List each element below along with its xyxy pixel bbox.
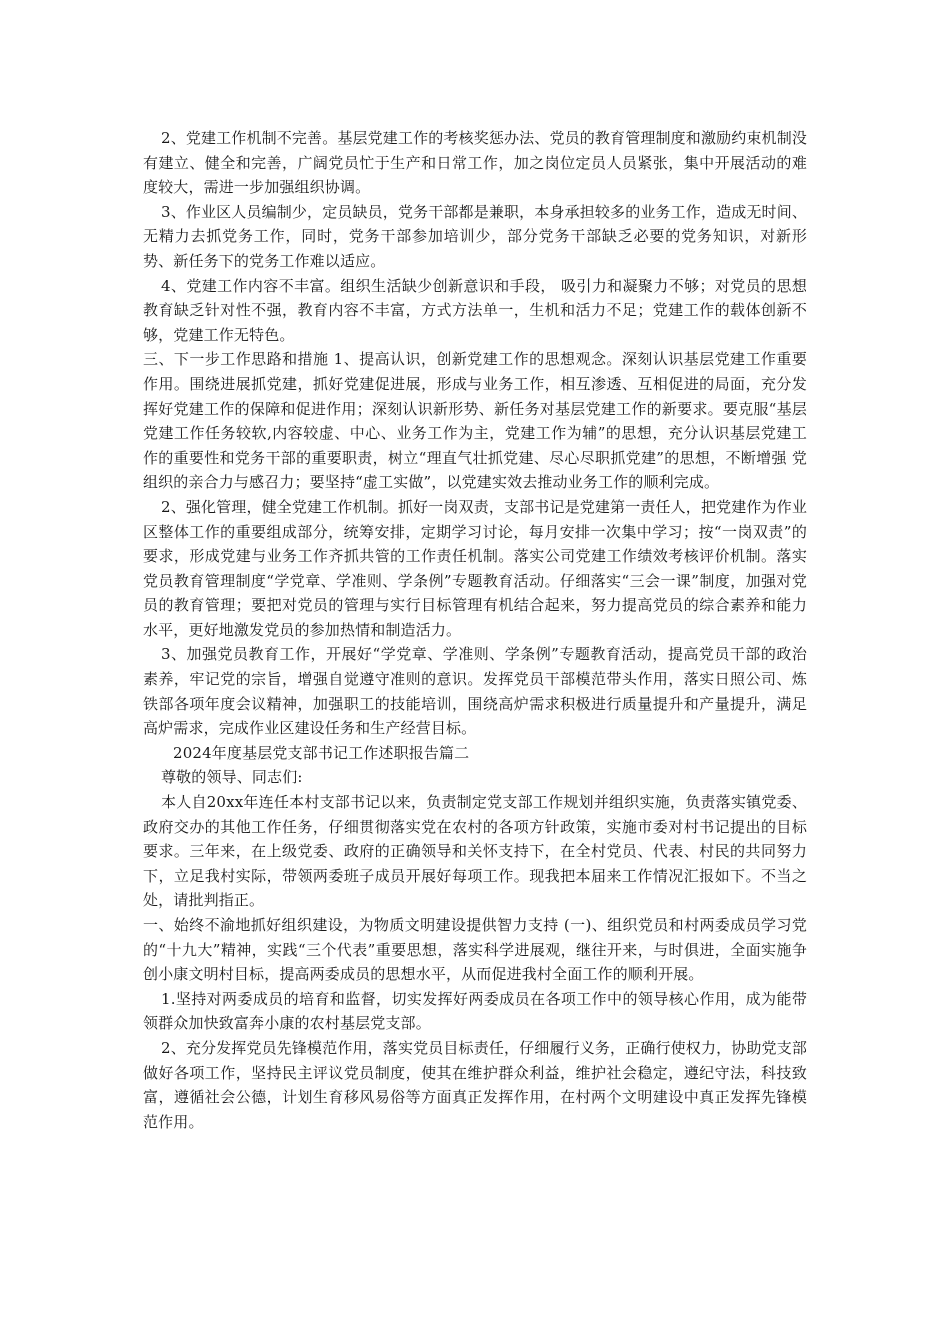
- paragraph-mechanism: 2、党建工作机制不完善。基层党建工作的考核奖惩办法、党员的教育管理制度和激励约束机制没有建立、健全和完善，广阔党员忙于生产和日常工作，加之岗位定员人员紧张，集中开展活动的难度较大，需进一步加强组织协调。: [143, 129, 807, 197]
- paragraph-staffing: 3、作业区人员编制少，定员缺员，党务干部都是兼职，本身承担较多的业务工作，造成无时间、无精力去抓党务工作，同时，党务干部参加培训少，部分党务干部缺乏必要的党务知识，对新形势、新任务下的党务工作难以适应。: [143, 202, 807, 270]
- paragraph-management: 2、强化管理，健全党建工作机制。抓好一岗双责，支部书记是党建第一责任人，把党建作为作业区整体工作的重要组成部分，统筹安排，定期学习讨论，每月安排一次集中学习；按“一岗双责”的要求，形成党建与业务工作齐抓共管的工作责任机制。落实公司党建工作绩效考核评价机制。落实党员教育管理制度“学党章、学准则、学条例”专题教育活动。仔细落实“三会一课”制度，加强对党员的教育管理；要把对党员的管理与实行目标管理有机结合起来，努力提高党员的综合素养和能力水平，更好地激发党员的参加热情和制造活力。: [143, 497, 807, 639]
- salutation: 尊敬的领导、同志们:: [161, 768, 303, 787]
- document-body: [143, 126, 807, 1134]
- paragraph-next-steps: 三、下一步工作思路和措施 1、提高认识，创新党建工作的思想观念。深刻认识基层党建工作重要作用。围绕进展抓党建，抓好党建促进展，形成与业务工作，相互渗透、互相促进的局面，充分发挥好党建工作的保障和促进作用；深刻认识新形势、新任务对基层党建工作的新要求。要克服“基层党建工作任务较软,内容较虚、中心、业务工作为主，党建工作为辅”的思想，充分认识基层党建工作的重要性和党务干部的重要职责，树立“理直气壮抓党建、尽心尽职抓党建”的思想，不断增强 党组织的亲合力与感召力；要坚持“虚工实做”，以党建实效去推动业务工作的顺利完成。: [143, 350, 807, 492]
- paragraph-organization: 一、始终不渝地抓好组织建设，为物质文明建设提供智力支持 (一)、组织党员和村两委成员学习党的“十九大”精神，实践“三个代表”重要思想，落实科学进展观，继往开来，与时俱进，全面实施争创小康文明村目标，提高两委成员的思想水平，从而促进我村全面工作的顺利开展。: [143, 916, 807, 984]
- paragraph-intro: 本人自20xx年连任本村支部书记以来，负责制定党支部工作规划并组织实施，负责落实镇党委、政府交办的其他工作任务，仔细贯彻落实党在农村的各项方针政策，实施市委对村书记提出的目标要求。三年来，在上级党委、政府的正确领导和关怀支持下，在全村党员、代表、村民的共同努力下，立足我村实际，带领两委班子成员开展好每项工作。现我把本届来工作情况汇报如下。不当之处，请批判指正。: [143, 793, 807, 910]
- section-heading: 2024年度基层党支部书记工作述职报告篇二: [173, 743, 470, 762]
- paragraph-vanguard: 2、充分发挥党员先锋模范作用，落实党员目标责任，仔细履行义务，正确行使权力，协助党支部做好各项工作，坚持民主评议党员制度，使其在维护群众利益，维护社会稳定，遵纪守法，科技致富，遵循社会公德，计划生育移风易俗等方面真正发挥作用，在村两个文明建设中真正发挥先锋模范作用。: [143, 1038, 807, 1131]
- paragraph-education: 3、加强党员教育工作，开展好“学党章、学准则、学条例”专题教育活动，提高党员干部的政治素养，牢记党的宗旨，增强自觉遵守准则的意识。发挥党员干部模范带头作用，落实日照公司、炼铁部各项年度会议精神，加强职工的技能培训，围绕高炉需求积极进行质量提升和产量提升，满足高炉需求，完成作业区建设任务和生产经营目标。: [143, 645, 807, 738]
- paragraph-content: 4、党建工作内容不丰富。组织生活缺少创新意识和手段， 吸引力和凝聚力不够；对党员的思想教育缺乏针对性不强，教育内容不丰富，方式方法单一，生机和活力不足；党建工作的载体创新不够，党建工作无特色。: [143, 276, 807, 344]
- paragraph-supervision: 1.坚持对两委成员的培育和监督，切实发挥好两委成员在各项工作中的领导核心作用，成为能带领群众加快致富奔小康的农村基层党支部。: [143, 989, 807, 1033]
